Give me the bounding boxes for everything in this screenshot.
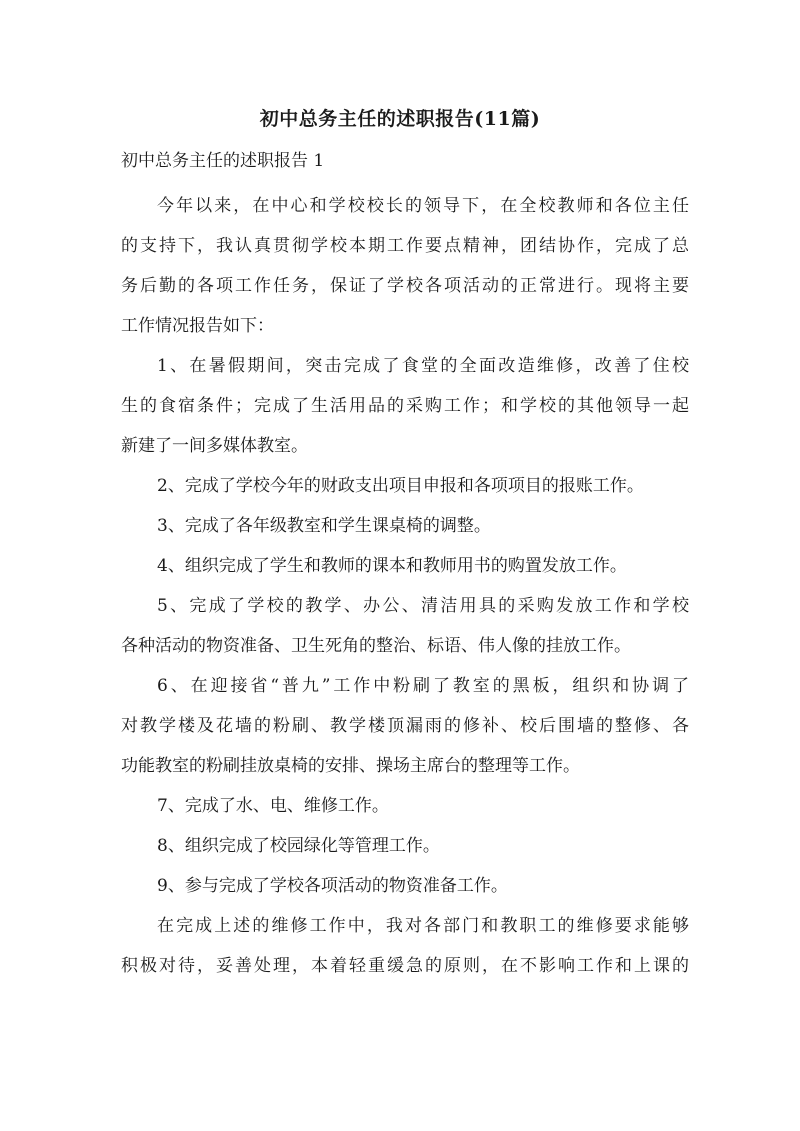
paragraph-line: 在完成上述的维修工作中，我对各部门和教职工的维修要求能够 xyxy=(157,916,689,936)
paragraph-line: 务后勤的各项工作任务，保证了学校各项活动的正常进行。现将主要 xyxy=(121,276,689,296)
paragraph-line: 7、完成了水、电、维修工作。 xyxy=(157,796,389,816)
paragraph-line: 的支持下，我认真贯彻学校本期工作要点精神，团结协作，完成了总 xyxy=(121,236,689,256)
paragraph-line: 今年以来，在中心和学校校长的领导下，在全校教师和各位主任 xyxy=(157,196,689,216)
paragraph-line: 9、参与完成了学校各项活动的物资准备工作。 xyxy=(157,876,508,896)
paragraph-line: 2、完成了学校今年的财政支出项目申报和各项项目的报账工作。 xyxy=(157,476,644,496)
section-heading: 初中总务主任的述职报告 1 xyxy=(121,151,325,171)
paragraph-line: 1、在暑假期间，突击完成了食堂的全面改造维修，改善了住校 xyxy=(157,356,689,376)
paragraph-line: 6、在迎接省“普九”工作中粉刷了教室的黑板，组织和协调了 xyxy=(157,676,689,696)
paragraph-line: 工作情况报告如下： xyxy=(121,316,274,336)
paragraph-line: 5、完成了学校的教学、办公、清洁用具的采购发放工作和学校 xyxy=(157,596,689,616)
paragraph-line: 对教学楼及花墙的粉刷、教学楼顶漏雨的修补、校后围墙的整修、各 xyxy=(121,716,689,736)
document-title: 初中总务主任的述职报告(11篇) xyxy=(259,108,541,130)
paragraph-line: 生的食宿条件；完成了生活用品的采购工作；和学校的其他领导一起 xyxy=(121,396,689,416)
paragraph-line: 8、组织完成了校园绿化等管理工作。 xyxy=(157,836,440,856)
paragraph-line: 积极对待，妥善处理，本着轻重缓急的原则，在不影响工作和上课的 xyxy=(121,956,689,976)
paragraph-line: 功能教室的粉刷挂放桌椅的安排、操场主席台的整理等工作。 xyxy=(121,756,580,776)
paragraph-line: 各种活动的物资准备、卫生死角的整治、标语、伟人像的挂放工作。 xyxy=(121,636,631,656)
document-body xyxy=(121,186,689,986)
paragraph-line: 新建了一间多媒体教室。 xyxy=(121,436,308,456)
paragraph-line: 3、完成了各年级教室和学生课桌椅的调整。 xyxy=(157,516,491,536)
paragraph-line: 4、组织完成了学生和教师的课本和教师用书的购置发放工作。 xyxy=(157,556,627,576)
